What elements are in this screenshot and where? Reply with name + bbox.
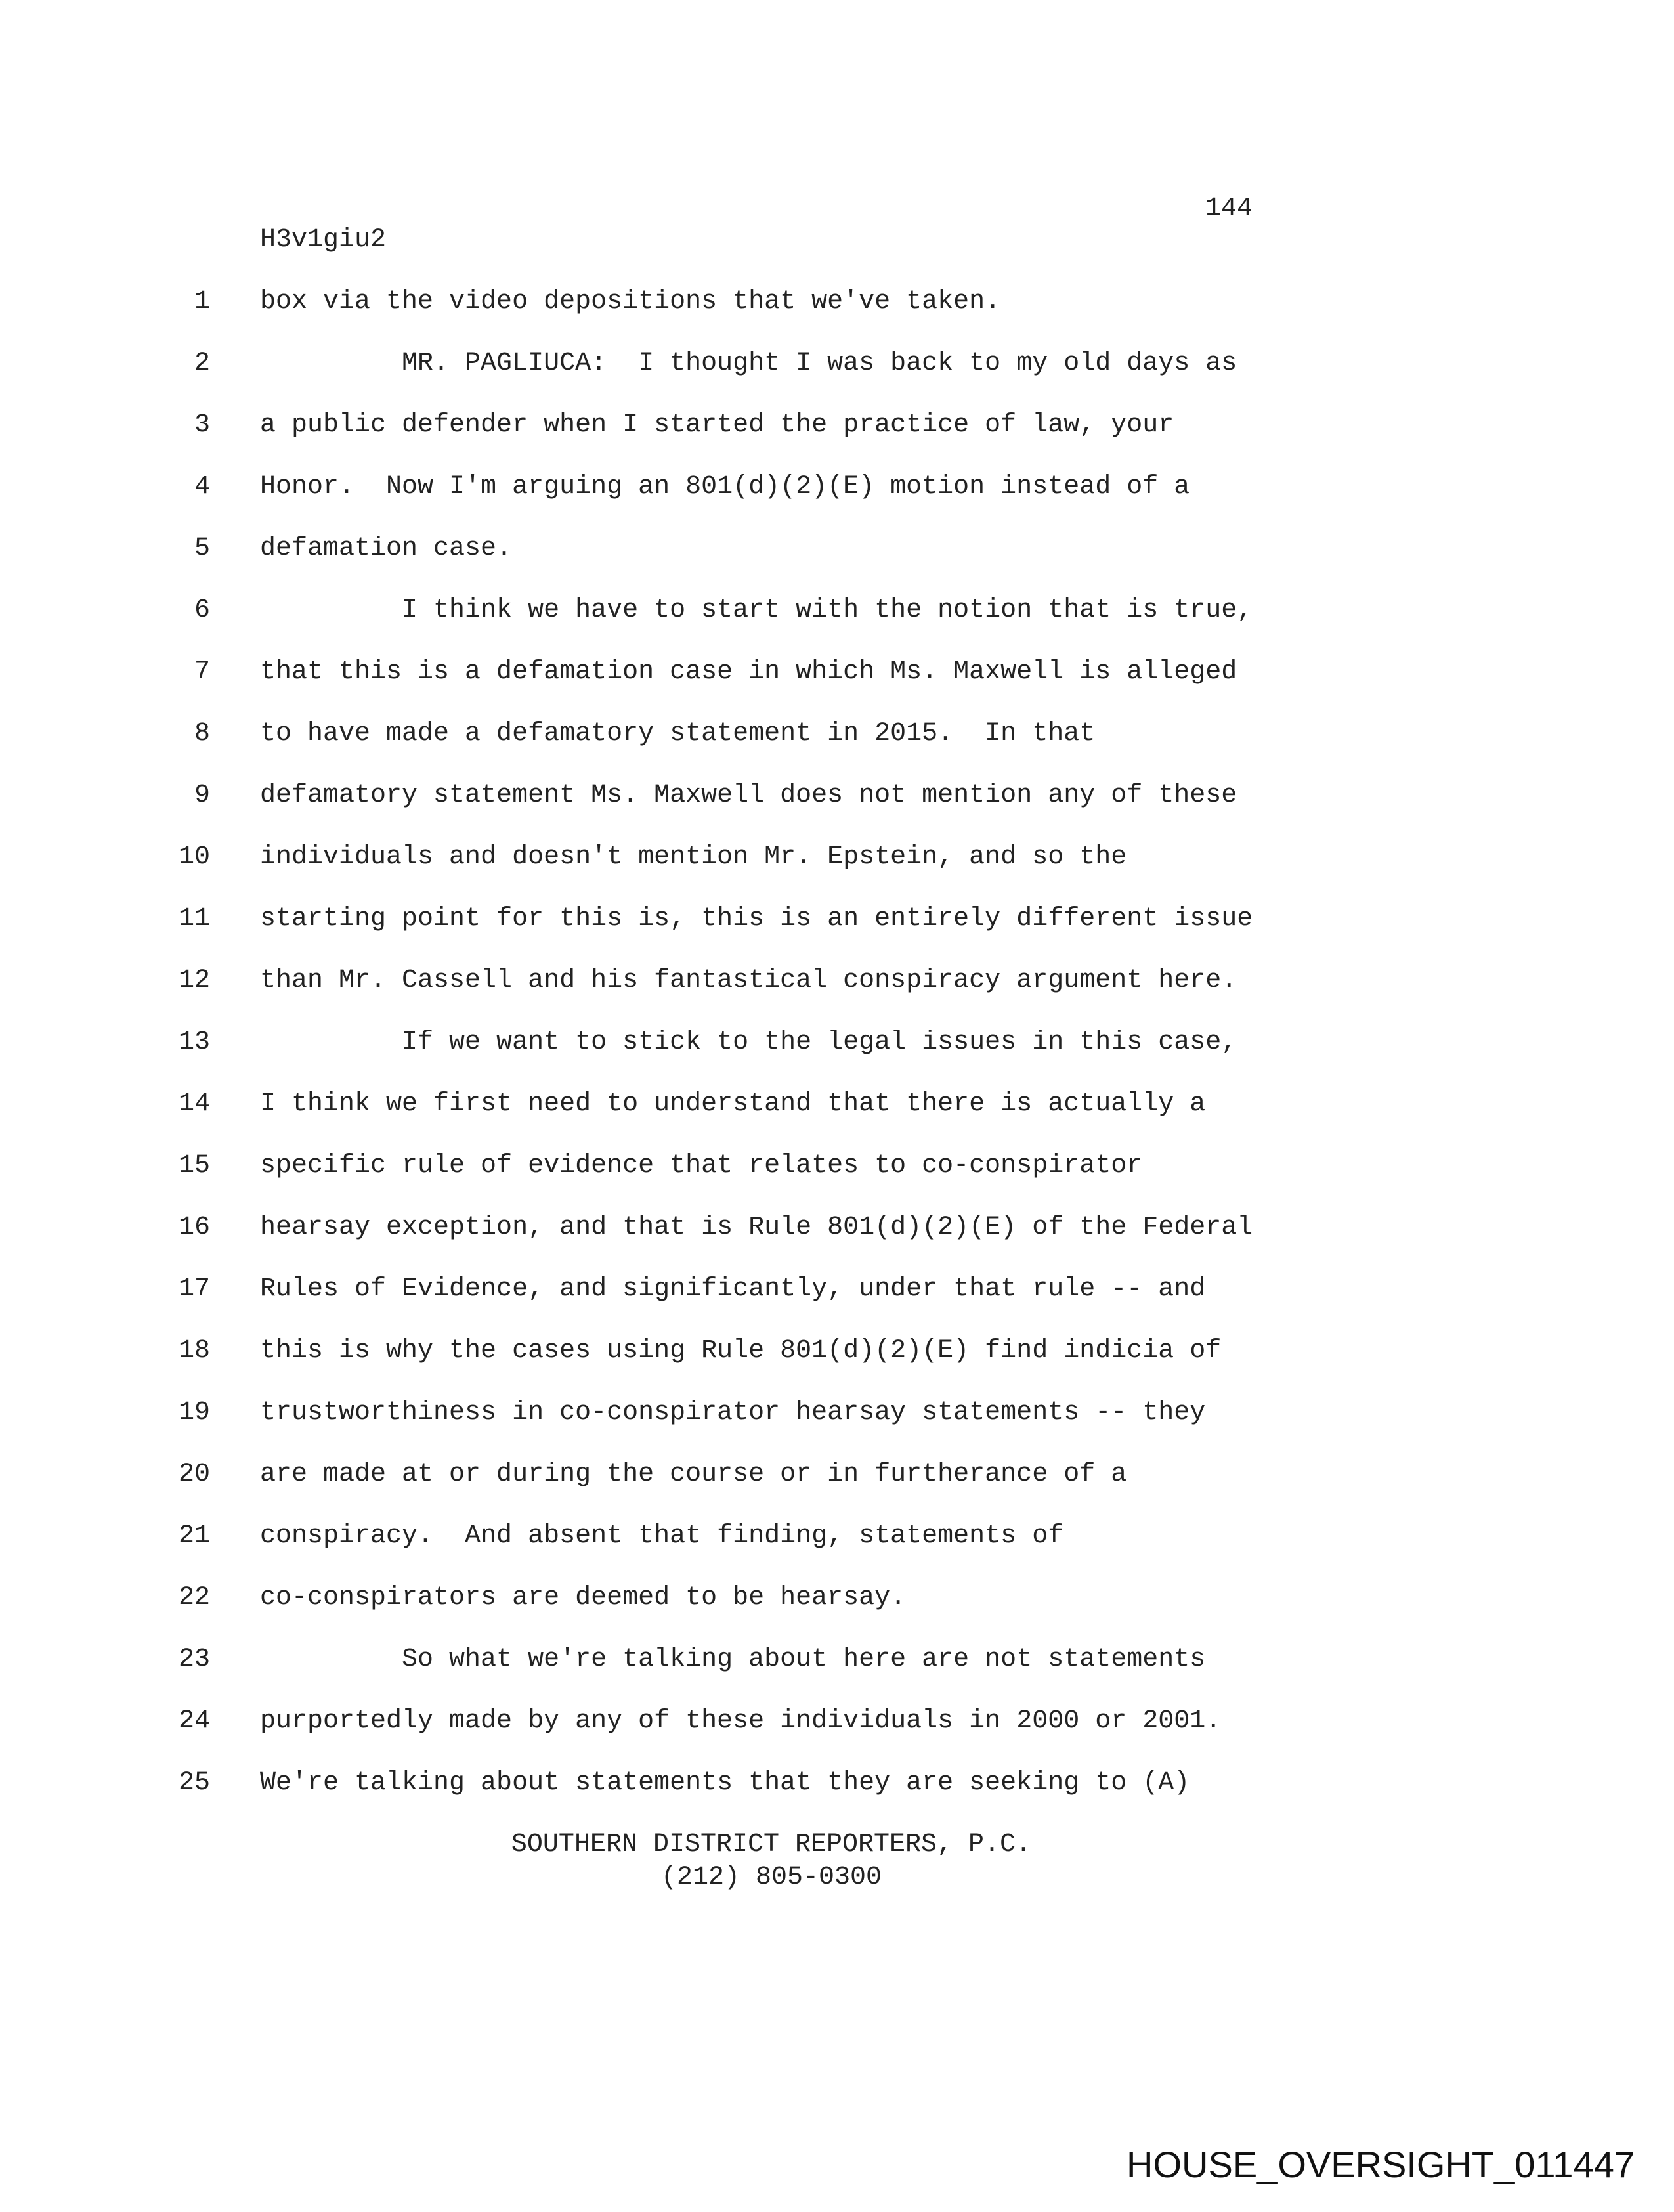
transcript-line <box>0 1086 1674 1148</box>
reporter-name: SOUTHERN DISTRICT REPORTERS, P.C. <box>511 1830 1032 1859</box>
line-number: 7 <box>194 657 210 687</box>
transcript-line <box>0 1024 1674 1086</box>
line-number: 20 <box>178 1460 210 1489</box>
line-text: starting point for this is, this is an entirely different issue <box>260 904 1253 934</box>
line-number: 2 <box>194 349 210 378</box>
bates-number: HOUSE_OVERSIGHT_011447 <box>1127 2144 1635 2185</box>
line-text: If we want to stick to the legal issues in this case, <box>260 1028 1237 1057</box>
transcript-line <box>0 716 1674 777</box>
line-number: 9 <box>194 781 210 810</box>
line-text: I think we have to start with the notion that is true, <box>260 596 1253 625</box>
transcript-line <box>0 1580 1674 1641</box>
line-text: box via the video depositions that we've taken. <box>260 287 1001 316</box>
transcript-line <box>0 1641 1674 1703</box>
line-text: Honor. Now I'm arguing an 801(d)(2)(E) motion instead of a <box>260 472 1190 502</box>
transcript-body <box>0 284 1674 1827</box>
line-number: 17 <box>178 1274 210 1304</box>
transcript-line <box>0 592 1674 654</box>
transcript-line <box>0 1271 1674 1333</box>
line-text: that this is a defamation case in which Ms. Maxwell is alleged <box>260 657 1237 687</box>
transcript-line <box>0 901 1674 963</box>
line-text: specific rule of evidence that relates to co-conspirator <box>260 1151 1143 1181</box>
transcript-line <box>0 839 1674 901</box>
transcript-line <box>0 1518 1674 1580</box>
transcript-line <box>0 1333 1674 1395</box>
line-number: 15 <box>178 1151 210 1181</box>
line-number: 25 <box>178 1768 210 1798</box>
line-text: We're talking about statements that they are seeking to (A) <box>260 1768 1190 1798</box>
line-text: are made at or during the course or in furtherance of a <box>260 1460 1127 1489</box>
line-number: 24 <box>178 1706 210 1736</box>
transcript-line <box>0 284 1674 345</box>
line-number: 8 <box>194 719 210 748</box>
line-number: 10 <box>178 842 210 872</box>
transcript-line <box>0 654 1674 716</box>
transcript-line <box>0 1456 1674 1518</box>
line-number: 23 <box>178 1645 210 1674</box>
line-number: 1 <box>194 287 210 316</box>
line-text: hearsay exception, and that is Rule 801(d)(2)(E) of the Federal <box>260 1213 1253 1242</box>
line-text: this is why the cases using Rule 801(d)(2)(E) find indicia of <box>260 1336 1222 1366</box>
line-number: 21 <box>178 1521 210 1551</box>
line-text: a public defender when I started the practice of law, your <box>260 410 1174 440</box>
line-number: 6 <box>194 596 210 625</box>
transcript-line <box>0 1209 1674 1271</box>
transcript-line <box>0 531 1674 592</box>
transcript-line <box>0 1765 1674 1827</box>
line-number: 3 <box>194 410 210 440</box>
transcript-line <box>0 963 1674 1024</box>
line-number: 14 <box>178 1089 210 1119</box>
line-number: 18 <box>178 1336 210 1366</box>
line-text: to have made a defamatory statement in 2015. In that <box>260 719 1096 748</box>
transcript-line <box>0 345 1674 407</box>
line-number: 22 <box>178 1583 210 1613</box>
line-text: Rules of Evidence, and significantly, under that rule -- and <box>260 1274 1206 1304</box>
line-text: trustworthiness in co-conspirator hearsay statements -- they <box>260 1398 1206 1427</box>
line-text: than Mr. Cassell and his fantastical conspiracy argument here. <box>260 966 1237 995</box>
reporter-phone: (212) 805-0300 <box>660 1863 882 1892</box>
line-text: individuals and doesn't mention Mr. Epstein, and so the <box>260 842 1127 872</box>
line-number: 5 <box>194 534 210 563</box>
line-text: MR. PAGLIUCA: I thought I was back to my old days as <box>260 349 1237 378</box>
line-text: conspiracy. And absent that finding, statements of <box>260 1521 1064 1551</box>
transcript-line <box>0 1703 1674 1765</box>
transcript-line <box>0 469 1674 531</box>
line-text: purportedly made by any of these individuals in 2000 or 2001. <box>260 1706 1222 1736</box>
line-text: So what we're talking about here are not statements <box>260 1645 1206 1674</box>
line-text: co-conspirators are deemed to be hearsay. <box>260 1583 907 1613</box>
line-number: 11 <box>178 904 210 934</box>
line-text: I think we first need to understand that there is actually a <box>260 1089 1206 1119</box>
line-text: defamatory statement Ms. Maxwell does not mention any of these <box>260 781 1237 810</box>
transcript-line <box>0 1148 1674 1209</box>
line-number: 12 <box>178 966 210 995</box>
case-id: H3v1giu2 <box>260 225 387 255</box>
line-number: 16 <box>178 1213 210 1242</box>
line-number: 4 <box>194 472 210 502</box>
line-text: defamation case. <box>260 534 513 563</box>
transcript-line <box>0 407 1674 469</box>
line-number: 19 <box>178 1398 210 1427</box>
page-number: 144 <box>1205 194 1253 223</box>
transcript-line <box>0 777 1674 839</box>
line-number: 13 <box>178 1028 210 1057</box>
transcript-line <box>0 1395 1674 1456</box>
